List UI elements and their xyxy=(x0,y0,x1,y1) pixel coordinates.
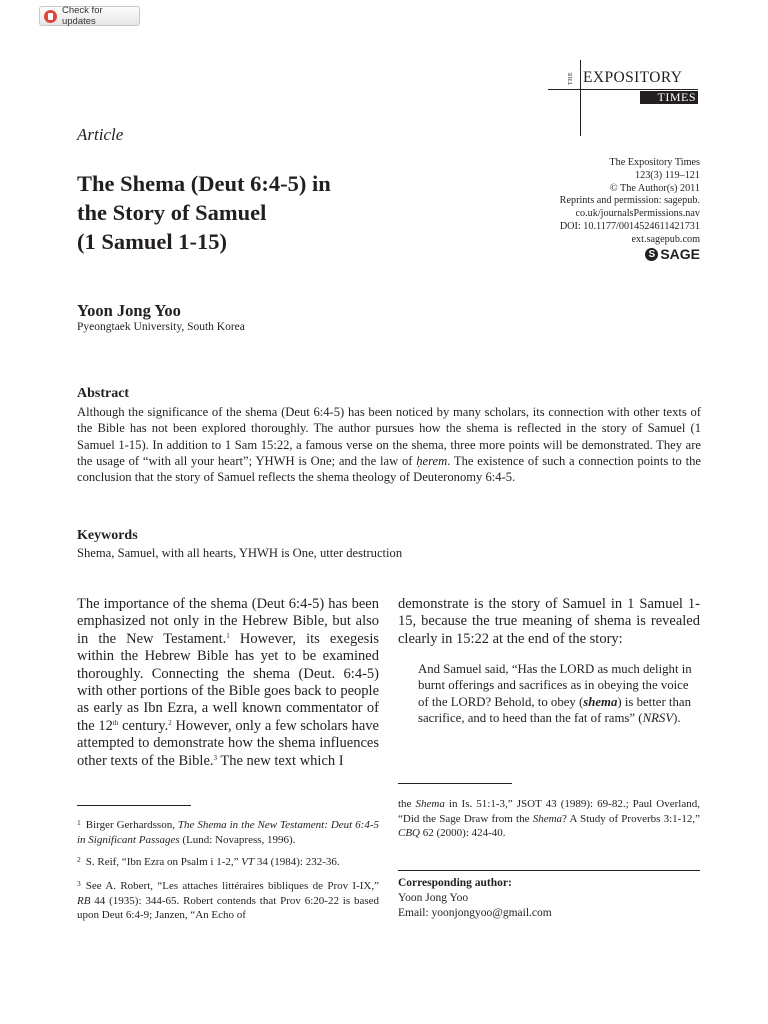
sage-logo-icon: S xyxy=(645,248,658,261)
body-left-column: The importance of the shema (Deut 6:4-5) has been emphasized not only in the Hebrew Bible, but also in the New Testament.$^1$ However, its exegesis within the Hebrew Bible has yet to be examined thoroughly. Connecting the shema (Deut. 6:4-5) with other portions of the Bible goes back to people as early as Ibn Ezra, a well known commentator of the 12th century.$^2$ However, only a few scholars have attempted to demonstrate how the shema influences other texts of the Bible.$^3$ The new text which I xyxy=(77,596,379,769)
masthead-the: THE xyxy=(568,71,574,85)
journal-name: The Expository Times xyxy=(609,157,700,168)
corresponding-email[interactable]: Email: yoonjongyoo@gmail.com xyxy=(398,907,552,919)
keywords-text: Shema, Samuel, with all hearts, YHWH is One, utter destruction xyxy=(77,546,403,560)
publisher-logo xyxy=(645,246,700,262)
body-right-column: demonstrate is the story of Samuel in 1 Samuel 1-15, because the true meaning of shema is revealed clearly in 15:22 at the end of the story: xyxy=(398,596,700,647)
footnote-divider xyxy=(77,805,191,806)
masthead-times: TIMES xyxy=(640,91,698,104)
publisher-name: SAGE xyxy=(660,246,700,262)
block-quote: And Samuel said, “Has the LORD as much delight in burnt offerings and sacrifices as in obeying the voice of the LORD? Behold, to obey (shema) is better than sacrifice, and to heed than the fat of rams” (NRSV). xyxy=(418,662,692,725)
doi-link[interactable]: DOI: 10.1177/0014524611421731 xyxy=(559,220,700,232)
footnote-3: $^3$ See A. Robert, “Les attaches littéraires bibliques de Prov I-IX,” RB 44 (1935): 344-65. Robert contends that Prov 6:20-22 is based upon Deut 6:4-9; Janzen, “An Echo of xyxy=(77,879,379,922)
copyright: © The Author(s) 2011 xyxy=(609,182,700,194)
keywords-heading: Keywords xyxy=(77,528,138,543)
reprints-link[interactable]: co.uk/journalsPermissions.nav xyxy=(575,208,700,220)
check-for-updates-button[interactable] xyxy=(39,6,140,26)
author-name: Yoon Jong Yoo xyxy=(77,301,181,320)
masthead-vertical-rule xyxy=(580,60,581,136)
check-for-updates-label: Check for updates xyxy=(61,5,103,27)
footnote-3-continued: the Shema in Is. 51:1-3,” JSOT 43 (1989): 69-82.; Paul Overland, “Did the Sage Draw from the Shema? A Study of Proverbs 3:1-12,” CBQ 62 (2000): 424-40. xyxy=(398,798,700,840)
journal-metadata xyxy=(480,157,700,247)
article-type-label: Article xyxy=(77,125,124,144)
corresponding-name: Yoon Jong Yoo xyxy=(398,892,469,904)
footnote-ref-2[interactable]: 2 xyxy=(168,718,172,727)
footnote-ref-3[interactable]: 3 xyxy=(213,753,218,762)
corresponding-heading: Corresponding author: xyxy=(398,877,512,889)
article-title xyxy=(77,169,437,256)
update-icon xyxy=(44,10,57,23)
footnote-divider xyxy=(398,783,512,784)
journal-site-link[interactable]: ext.sagepub.com xyxy=(631,233,700,245)
corresponding-divider xyxy=(398,870,700,871)
footnote-2: $^2$ S. Reif, “Ibn Ezra on Psalm i 1-2,” VT 34 (1984): 232-36. xyxy=(77,855,340,868)
title-line: The Shema (Deut 6:4-5) in xyxy=(77,171,331,196)
title-line: the Story of Samuel xyxy=(77,200,267,225)
footnote-1: $^1$ Birger Gerhardsson, The Shema in the New Testament: Deut 6:4-5 in Significant Passages (Lund: Novapress, 1996). xyxy=(77,818,379,846)
footnote-ref-1[interactable]: 1 xyxy=(226,631,230,640)
abstract-heading: Abstract xyxy=(77,386,130,401)
reprints-line-1: Reprints and permission: sagepub. xyxy=(559,195,700,207)
author-affiliation: Pyeongtaek University, South Korea xyxy=(77,321,245,333)
abstract-text: Although the significance of the shema (Deut 6:4-5) has been noticed by many scholars, its connection with other texts of the Bible has not been explored thoroughly. The author pursues how the shema is reflected in the story of Samuel (1 Samuel 1-15). In addition to 1 Sam 15:22, a famous verse on the shema, three more points will be demonstrated. They are the usage of “with all your heart”; YHWH is One; and the law of ḥerem. The existence of such a connection points to the conclusion that the story of Samuel reflects the shema theology of Deuteronomy 6:4-5. xyxy=(77,405,701,485)
masthead-expository: EXPOSITORY xyxy=(583,69,683,86)
title-line: (1 Samuel 1-15) xyxy=(77,229,227,254)
volume-pages: 123(3) 119–121 xyxy=(635,169,700,181)
